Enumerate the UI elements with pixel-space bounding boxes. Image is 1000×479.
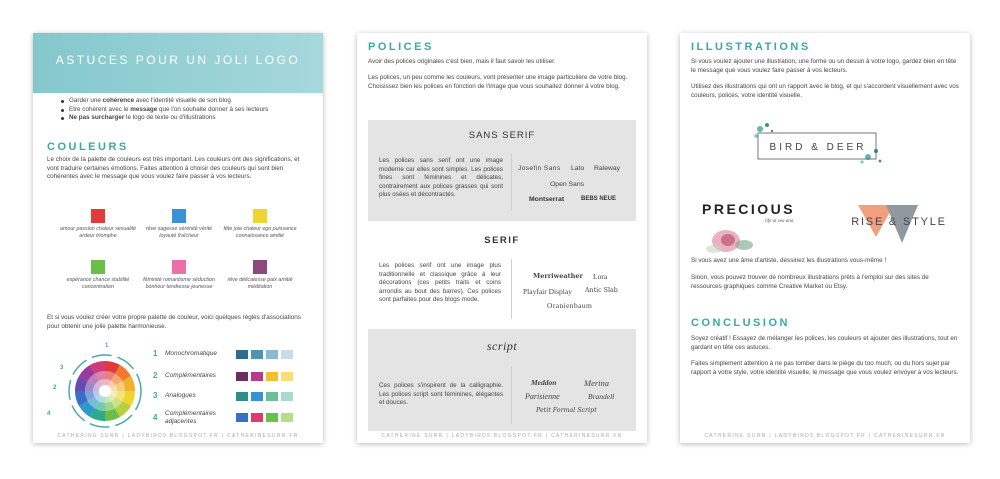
palette-swatch: [281, 372, 293, 381]
page-header-title: ASTUCES POUR UN JOLI LOGO: [33, 33, 323, 93]
wheel-number: 2: [53, 385, 57, 391]
page-illustrations: [680, 33, 970, 443]
font-sample: Brandell: [588, 392, 615, 401]
font-sample: BEBS NEUE: [581, 196, 617, 202]
illustrations-text-4: Sinon, vous pouvez trouver de nombreux illustrations prêts à l'emploi sur des sites de ressources graphiques comme Creative Market ou Etsy.: [691, 274, 929, 290]
palette-swatch: [251, 372, 263, 381]
rule-label: Complémentaires: [165, 372, 216, 379]
rule-number: 2: [153, 371, 158, 380]
font-sample: Lora: [593, 272, 608, 281]
font-sample: Raleway: [594, 165, 621, 172]
palette-swatch: [236, 392, 248, 401]
palette-swatch: [281, 413, 293, 422]
conclusion-text-2: Faites simplement attention à ne pas tomber dans le piège du too much, ou du hors sujet par rapport à votre style, votre identité visuelle, le message que vous voulez envoyer à vos lecteurs.: [691, 360, 959, 376]
color-caption: espérance chance stabilité concentration: [66, 277, 130, 290]
logo-precious: PRECIOUS: [702, 201, 796, 217]
serif-text: Les polices serif ont une image plus traditionnelle et classique grâce à leur décorations (ces petits traits et coins arrondis au bout des barres). Ces polices sont parfaites pour des blogs mode.: [379, 262, 501, 304]
tip-item: Garder une cohérence avec l'identité visuelle de son blog: [61, 97, 311, 106]
wheel-number: 4: [47, 411, 51, 417]
page-footer: CATHERINE SURR | LADYBIRD9.BLOGSPOT.FR | CATHERINESURR.FR: [704, 433, 946, 439]
divider: [511, 259, 512, 319]
page-footer: CATHERINE SURR | LADYBIRD9.BLOGSPOT.FR | CATHERINESURR.FR: [381, 433, 623, 439]
logo-rise-style: RISE & STYLE: [851, 216, 947, 228]
polices-heading: POLICES: [368, 41, 434, 53]
font-sample: Meddon: [531, 378, 557, 387]
color-swatch-blue: [172, 209, 186, 223]
color-caption: amour passion chaleur sexualité ardeur triomphe: [60, 226, 136, 239]
polices-intro-1: Avoir des polices originales c'est bien, mais il faut savoir les utiliser.: [368, 58, 556, 65]
palette-swatch: [251, 413, 263, 422]
color-wheel-icon: [53, 345, 153, 435]
rule-label: Complémentaires adjacentes: [165, 410, 216, 425]
font-sample: Oranienbaum: [547, 301, 593, 310]
palette-swatch: [266, 372, 278, 381]
palette-swatch: [236, 413, 248, 422]
couleurs-heading: COULEURS: [47, 141, 129, 153]
color-caption: féminité romantisme séduction bonheur tendresse jeunesse: [143, 277, 215, 290]
font-sample: Merina: [584, 378, 610, 388]
rule-label: Analogues: [165, 392, 196, 399]
palette-swatch: [236, 372, 248, 381]
color-swatch-pink: [172, 260, 186, 274]
palette-swatch: [236, 350, 248, 359]
palette-swatch: [251, 392, 263, 401]
sans-serif-box: [368, 120, 636, 221]
color-caption: fête joie chaleur ego puissance connaissance amitié: [223, 226, 297, 239]
color-swatch-red: [91, 209, 105, 223]
rule-number: 4: [153, 413, 158, 422]
font-sample: Petit Formal Script: [536, 407, 597, 414]
illustrations-text-3: Si vous avez une âme d'artiste, dessinez les illustrations vous-même !: [691, 257, 887, 264]
rule-number: 1: [153, 349, 158, 358]
font-sample: Merriweather: [533, 272, 583, 280]
page-footer: CATHERINE SURR | LADYBIRD9.BLOGSPOT.FR | CATHERINESURR.FR: [57, 433, 299, 439]
sans-serif-title: SANS SERIF: [468, 130, 536, 141]
divider: [511, 366, 512, 424]
rose-flower-icon: [706, 223, 766, 257]
font-sample: Playfair Display: [523, 287, 572, 296]
rule-number: 3: [153, 391, 158, 400]
script-box: [368, 329, 636, 431]
palette-paragraph: Et si vous voulez créer votre propre palette de couleur, voici quelques règles d'associations pour obtenir une jolie palette harmonieuse.: [47, 314, 301, 330]
wheel-number: 1: [105, 343, 109, 349]
palette-swatch: [281, 392, 293, 401]
font-sample: Lato: [571, 165, 585, 172]
page-polices: [357, 33, 647, 443]
sans-serif-text: Les polices sans serif ont une image moderne car elles sont simples. Les polices fines sont féminines et délicates, contrairement aux polices grasses qui sont plus osées et décontractés.: [379, 157, 503, 199]
logo-bird-deer: BIRD & DEER: [769, 142, 867, 153]
tip-item: Etre cohérent avec le message que l'on souhaite donner à ses lecteurs: [61, 106, 311, 115]
divider: [511, 153, 512, 211]
palette-swatch: [266, 350, 278, 359]
serif-title: SERIF: [484, 235, 520, 246]
color-caption: rêve délicatesse paix amitié méditation: [227, 277, 293, 290]
conclusion-heading: CONCLUSION: [691, 317, 790, 329]
palette-swatch: [281, 350, 293, 359]
color-caption: rêve sagesse sérénité vérité loyauté fraîcheur: [145, 226, 213, 239]
rule-label: Monochromatique: [165, 350, 218, 357]
conclusion-text-1: Soyez créatif ! Essayez de mélanger les polices, les couleurs et ajouter des illustrations, tout en gardant en tête ces astuces.: [691, 335, 958, 351]
tip-item: Ne pas surcharger le logo de texte ou d'illustrations: [61, 114, 311, 123]
color-swatch-yellow: [253, 209, 267, 223]
logo-precious-tagline: life at sea ana: [765, 219, 794, 224]
palette-swatch: [266, 392, 278, 401]
illustrations-text-1: Si vous voulez ajouter une illustration, une forme ou un dessin à votre logo, gardez bien en tête le message que vous voulez faire passer à vos lecteurs.: [691, 58, 957, 74]
font-sample: Parisienne: [525, 392, 560, 401]
page-logo-tips: [33, 33, 323, 443]
palette-swatch: [266, 413, 278, 422]
font-sample: Montserrat: [529, 196, 565, 203]
tips-list: [61, 97, 311, 123]
illustrations-heading: ILLUSTRATIONS: [691, 41, 811, 53]
color-swatch-purple: [253, 260, 267, 274]
polices-intro-2: Les polices, un peu comme les couleurs, vont présenter une image particulière de votre blog. Choisissez bien les polices en fonction de l'image que vous souhaitez donner à votre blog.: [368, 74, 628, 90]
couleurs-paragraph: Le choix de la palette de couleurs est très important. Les couleurs ont des significations, et vont traduire certaines émotions. Faites attention à choisir des couleurs qui sont bien cohérentes avec le message que vous voulez faire passer à vos lecteurs.: [47, 156, 300, 181]
illustrations-text-2: Utilisez des illustrations qui ont un rapport avec le blog, et qui s'accordent visuellement avec vos couleurs, polices, votre identité visuelle.: [691, 83, 959, 99]
palette-swatch: [251, 350, 263, 359]
font-sample: Antic Slab: [585, 287, 618, 294]
script-title: script: [486, 339, 518, 353]
font-sample: Open Sans: [550, 181, 585, 188]
color-swatch-green: [91, 260, 105, 274]
font-sample: Josefin Sans: [518, 165, 561, 172]
wheel-number: 3: [60, 365, 64, 371]
script-text: Ces polices s'inspirent de la calligraphie. Les polices script sont féminines, élégantes et douces.: [379, 382, 503, 407]
